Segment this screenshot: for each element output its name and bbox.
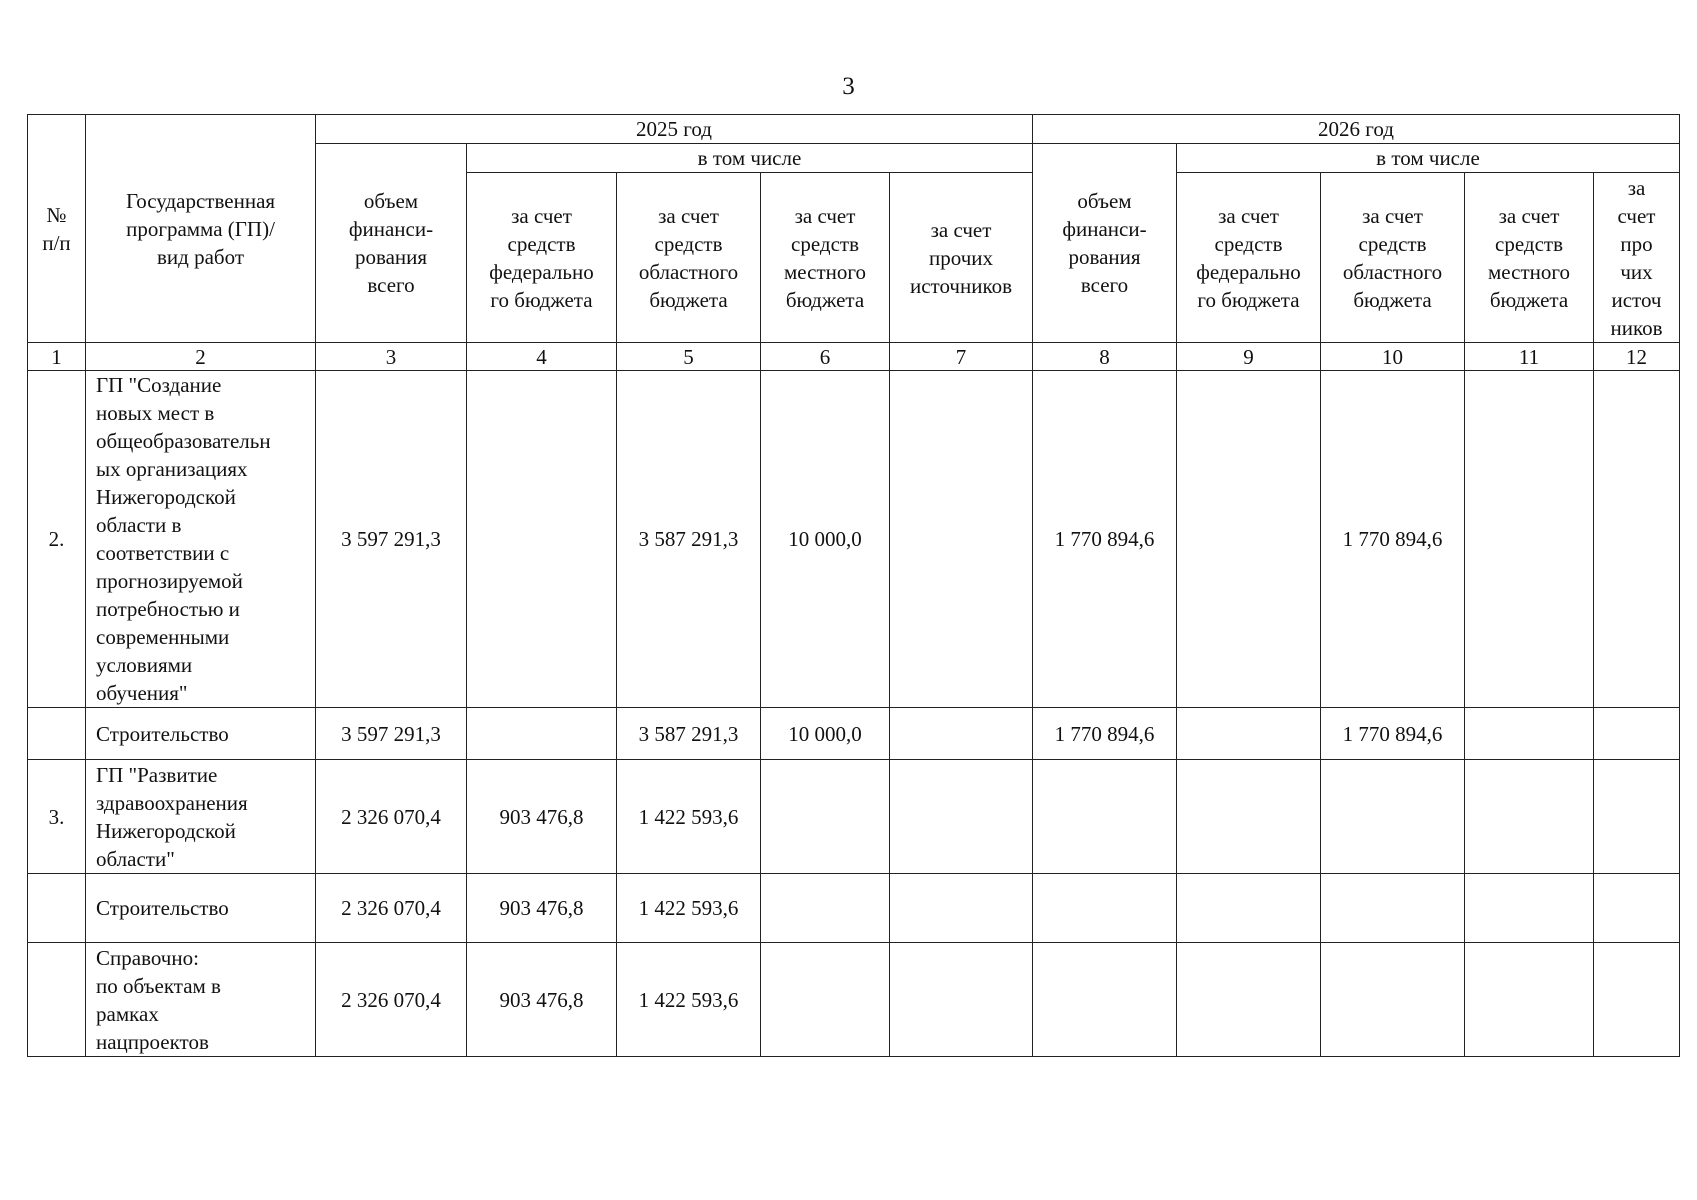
column-number: 10	[1321, 343, 1465, 371]
header-regional-2025: за счет средств областного бюджета	[617, 173, 761, 343]
local-2026	[1465, 760, 1594, 874]
federal-2025: 903 476,8	[467, 874, 617, 943]
other-2026	[1594, 874, 1680, 943]
local-2026	[1465, 371, 1594, 708]
other-2025	[890, 874, 1033, 943]
column-number: 12	[1594, 343, 1680, 371]
page-number: 3	[842, 73, 855, 100]
column-number: 2	[86, 343, 316, 371]
local-2026	[1465, 708, 1594, 760]
table-row	[28, 874, 1680, 943]
federal-2025: 903 476,8	[467, 760, 617, 874]
column-number: 7	[890, 343, 1033, 371]
federal-2025: 903 476,8	[467, 943, 617, 1057]
row-number	[28, 943, 86, 1057]
program-name: Строительство	[86, 708, 316, 760]
total-2025: 2 326 070,4	[316, 943, 467, 1057]
federal-2026	[1177, 760, 1321, 874]
header-local-2025: за счет средств местного бюджета	[761, 173, 890, 343]
row-number	[28, 874, 86, 943]
column-number-row	[28, 343, 1680, 371]
header-program: Государственная программа (ГП)/ вид работ	[86, 115, 316, 343]
column-number: 4	[467, 343, 617, 371]
total-2026: 1 770 894,6	[1033, 371, 1177, 708]
total-2025: 3 597 291,3	[316, 708, 467, 760]
regional-2026	[1321, 943, 1465, 1057]
total-2026	[1033, 874, 1177, 943]
program-name: ГП "Создание новых мест в общеобразовательн ых организациях Нижегородской области в соответствии с прогнозируемой потребностью и современными условиями обучения"	[86, 371, 316, 708]
regional-2026	[1321, 760, 1465, 874]
regional-2026: 1 770 894,6	[1321, 708, 1465, 760]
federal-2025	[467, 371, 617, 708]
table-row	[28, 708, 1680, 760]
header-other-2026: за счет про чих источ ников	[1594, 173, 1680, 343]
total-2025: 2 326 070,4	[316, 874, 467, 943]
total-2025: 2 326 070,4	[316, 760, 467, 874]
regional-2025: 3 587 291,3	[617, 371, 761, 708]
row-number: 2.	[28, 371, 86, 708]
program-name: Справочно: по объектам в рамках нацпроектов	[86, 943, 316, 1057]
local-2025	[761, 760, 890, 874]
regional-2025: 1 422 593,6	[617, 874, 761, 943]
other-2025	[890, 371, 1033, 708]
header-year-2026: 2026 год	[1033, 115, 1680, 144]
header-including-2026: в том числе	[1177, 144, 1680, 173]
federal-2026	[1177, 708, 1321, 760]
local-2026	[1465, 874, 1594, 943]
other-2026	[1594, 760, 1680, 874]
local-2026	[1465, 943, 1594, 1057]
financing-table	[27, 114, 1680, 1057]
column-number: 1	[28, 343, 86, 371]
federal-2025	[467, 708, 617, 760]
federal-2026	[1177, 371, 1321, 708]
other-2026	[1594, 708, 1680, 760]
row-number	[28, 708, 86, 760]
header-other-2025: за счет прочих источников	[890, 173, 1033, 343]
regional-2026: 1 770 894,6	[1321, 371, 1465, 708]
total-2026	[1033, 943, 1177, 1057]
program-name: ГП "Развитие здравоохранения Нижегородской области"	[86, 760, 316, 874]
header-regional-2026: за счет средств областного бюджета	[1321, 173, 1465, 343]
other-2025	[890, 760, 1033, 874]
header-total-2026: объем финанси- рования всего	[1033, 144, 1177, 343]
header-including-2025: в том числе	[467, 144, 1033, 173]
header-federal-2025: за счет средств федерально го бюджета	[467, 173, 617, 343]
header-num: № п/п	[28, 115, 86, 343]
column-number: 9	[1177, 343, 1321, 371]
regional-2025: 3 587 291,3	[617, 708, 761, 760]
local-2025: 10 000,0	[761, 371, 890, 708]
total-2026: 1 770 894,6	[1033, 708, 1177, 760]
column-number: 5	[617, 343, 761, 371]
total-2026	[1033, 760, 1177, 874]
other-2026	[1594, 943, 1680, 1057]
local-2025: 10 000,0	[761, 708, 890, 760]
table-row	[28, 371, 1680, 708]
row-number: 3.	[28, 760, 86, 874]
regional-2025: 1 422 593,6	[617, 943, 761, 1057]
other-2026	[1594, 371, 1680, 708]
program-name: Строительство	[86, 874, 316, 943]
header-local-2026: за счет средств местного бюджета	[1465, 173, 1594, 343]
header-year-2025: 2025 год	[316, 115, 1033, 144]
header-total-2025: объем финанси- рования всего	[316, 144, 467, 343]
column-number: 11	[1465, 343, 1594, 371]
table-row	[28, 943, 1680, 1057]
table-row	[28, 760, 1680, 874]
other-2025	[890, 943, 1033, 1057]
column-number: 3	[316, 343, 467, 371]
header-federal-2026: за счет средств федерально го бюджета	[1177, 173, 1321, 343]
regional-2025: 1 422 593,6	[617, 760, 761, 874]
total-2025: 3 597 291,3	[316, 371, 467, 708]
local-2025	[761, 943, 890, 1057]
regional-2026	[1321, 874, 1465, 943]
local-2025	[761, 874, 890, 943]
column-number: 6	[761, 343, 890, 371]
federal-2026	[1177, 943, 1321, 1057]
header-row-years	[28, 115, 1680, 144]
federal-2026	[1177, 874, 1321, 943]
column-number: 8	[1033, 343, 1177, 371]
other-2025	[890, 708, 1033, 760]
